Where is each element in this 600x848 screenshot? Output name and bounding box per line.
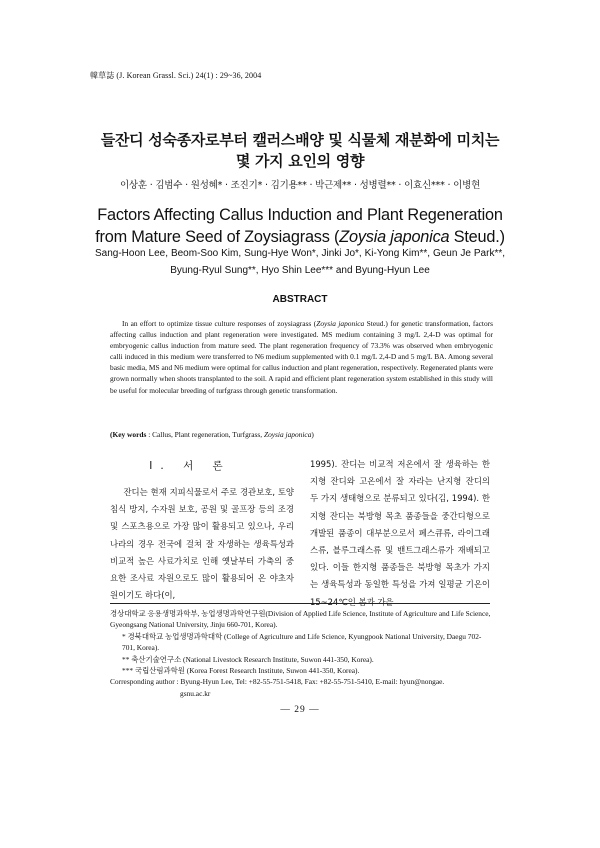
english-title-post: Steud.): [449, 228, 505, 246]
footnote-affiliation-3: ** 축산기술연구소 (National Livestock Research Institute, Suwon 441-350, Korea).: [122, 654, 374, 664]
footnote-affiliation-2: * 경북대학교 농업생명과학대학 (College of Agriculture and Life Science, Kyungpook National University, Daegu 702-701, Korea).: [122, 631, 482, 653]
abstract-text-1: In an effort to optimize tissue culture responses of zoysiagrass (: [122, 319, 317, 328]
section-heading-introduction: I. 서 론: [149, 460, 231, 472]
english-title: [55, 204, 545, 248]
intro-left-column: [110, 484, 294, 604]
footnote-affiliation-4: *** 국립산림과학원 (Korea Forest Research Institute, Suwon 441-350, Korea).: [122, 666, 360, 676]
abstract-text-2: Steud.) for genetic transformation, factors affecting callus induction and plant regeneration were investigated. MS medium containing 3 mg/L 2,4-D was optimal for embryogenic callus induction from mature seed. The plant regeneration frequency of 73.3% was observed when embryogenic calli induced in this medium were transferred to N6 medium supplemented with 0.1 mg/L 2,4-D and 5 mg/L BA. Among several basic media, MS and N6 medium were optimal for callus induction and plant regeneration, respectively. Regenerated plants were grown normally when shoots transplanted to the soil. A rapid and efficient plant regeneration system established in this study will be useful for molecular breeding of turfgrass through genetic transformation.: [110, 319, 493, 395]
english-title-pre: from Mature Seed of Zoysiagrass (: [95, 228, 340, 246]
footnote-divider: [110, 603, 490, 604]
footnote-email-domain: gsnu.ac.kr: [180, 688, 211, 698]
english-title-line-1: Factors Affecting Callus Induction and Plant Regeneration: [97, 206, 503, 224]
english-title-species: Zoysia japonica: [339, 228, 450, 246]
page-number: ― 29 ―: [280, 705, 320, 715]
keywords: [110, 429, 493, 440]
intro-right-column: [310, 456, 490, 611]
footnote-affiliation-1: 경상대학교 응용생명과학부, 농업생명과학연구원(Division of Applied Life Science, Institute of Agriculture and Life Science, Gyeongsang National University, Jinju 660-701, Korea).: [110, 609, 491, 630]
korean-title-line-2: 몇 가지 요인의 영향: [235, 152, 365, 170]
keywords-species: Zoysia japonica: [263, 430, 312, 439]
footnote-corresponding-author: Corresponding author : Byung-Hyun Lee, Tel: +82-55-751-5418, Fax: +82-55-751-5410, E-mail: hyun@nongae.: [110, 677, 445, 687]
abstract-species: Zoysia japonica: [316, 319, 365, 328]
korean-authors: 이상훈 · 김범수 · 원성혜* · 조진기* · 김기용** · 박근제** · 성병렬** · 이효신*** · 이병현: [119, 180, 481, 191]
english-authors: Sang-Hoon Lee, Beom-Soo Kim, Sung-Hye Won*, Jinki Jo*, Ki-Yong Kim**, Geun Je Park**, Byung-Ryul Sung**, Hyo Shin Lee*** and Byung-Hyun Lee: [95, 248, 505, 276]
footnotes: [110, 608, 493, 699]
keywords-text: : Callus, Plant regeneration, Turfgrass,: [146, 430, 264, 439]
intro-right-paragraph: 1995). 잔디는 비교적 저온에서 잘 생육하는 한지형 잔디와 고온에서 잘 자라는 난지형 잔디의 두 가지 생태형으로 분류되고 있다(김, 1994). 한지형 잔디는 북방형 목초 품종들을 중간디형으로 개발된 품종이 대부분으로서 페스큐류, 라이그래스류, 블루그래스류 및 밴트그래스류가 재배되고 있다. 이들 한지형 품종들은 북방형 목초가 가지는 생육특성과 동일한 특성을 가져 일평균 기온이 15~24℃인 봄과 가을: [310, 459, 490, 607]
keywords-close: ): [311, 430, 314, 439]
korean-title: [60, 130, 540, 172]
journal-reference: 韓草誌 (J. Korean Grassl. Sci.) 24(1) : 29~36, 2004: [90, 71, 262, 80]
abstract-heading: ABSTRACT: [272, 294, 328, 305]
intro-left-paragraph: 잔디는 현재 지피식물로서 주로 경관보호, 토양침식 방지, 수자원 보호, 공원 및 골프장 등의 조경 및 스포츠용으로 가장 많이 활용되고 있으나, 우리나라의 경우 전국에 걸쳐 잘 자생하는 생육특성과 비교적 높은 사료가치로 인해 옛날부터 가축의 중요한 조사료 자원으로도 많이 활용되어 온 야초자원이기도 하다(이,: [110, 487, 294, 601]
korean-title-line-1: 들잔디 성숙종자로부터 캘러스배양 및 식물체 재분화에 미치는: [100, 131, 500, 149]
keywords-label: (Key words: [110, 430, 147, 439]
abstract-body: [110, 318, 493, 396]
